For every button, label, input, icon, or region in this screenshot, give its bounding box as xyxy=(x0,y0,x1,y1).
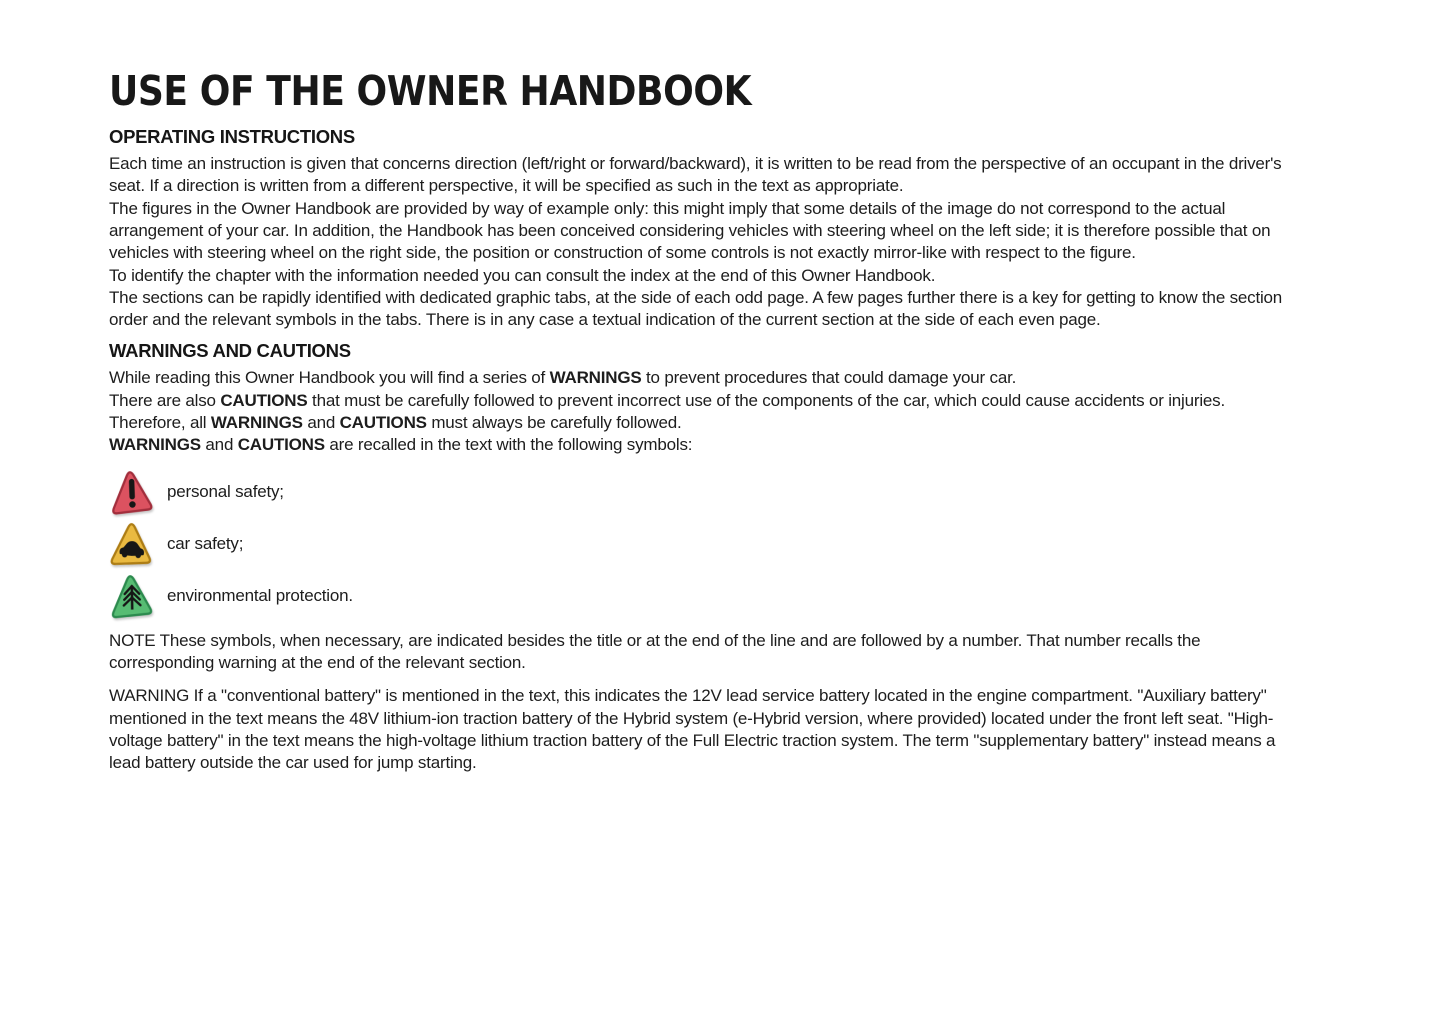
environmental-protection-icon xyxy=(109,571,156,620)
symbol-label: car safety; xyxy=(167,533,244,553)
warnings-paragraph-1: While reading this Owner Handbook you will find a series of WARNINGS to prevent procedures that could damage your car. xyxy=(109,368,1017,388)
warning-symbols-list xyxy=(109,466,1289,622)
operating-paragraph-1: Each time an instruction is given that concerns direction (left/right or forward/backward), it is written to be read from the perspective of an occupant in the driver's seat. If a direction is written from a different perspective, it will be specified as such in the text as appropriate. xyxy=(109,154,1282,196)
personal-safety-warning-icon xyxy=(108,467,156,517)
warnings-paragraph-2: There are also CAUTIONS that must be carefully followed to prevent incorrect use of the components of the car, which could cause accidents or injuries. xyxy=(109,390,1225,410)
symbol-row-environmental-protection xyxy=(109,570,1289,622)
symbol-row-personal-safety xyxy=(109,466,1289,518)
exclamation-bar xyxy=(132,481,133,496)
warning-paragraph: WARNING If a "conventional battery" is mentioned in the text, this indicates the 12V lead service battery located in the engine compartment. "Auxiliary battery" mentioned in the text means the 48V lithium-ion traction battery of the Hybrid system (e-Hybrid version, where provided) located under the front left seat. "High-voltage battery" in the text means the high-voltage lithium traction battery of the Full Electric traction system. The term "supplementary battery" instead means a lead battery outside the car used for jump starting. xyxy=(109,686,1276,773)
note-paragraph: NOTE These symbols, when necessary, are indicated besides the title or at the end of the line and are followed by a number. That number recalls the corresponding warning at the end of the relevant section. xyxy=(109,630,1201,672)
operating-paragraph-4: The sections can be rapidly identified with dedicated graphic tabs, at the side of each odd page. A few pages further there is a key for getting to know the section order and the relevant symbols in the tabs. There is in any case a textual indication of the current section at the side of each even page. xyxy=(109,287,1283,330)
operating-paragraph-2: The figures in the Owner Handbook are provided by way of example only: this might imply that some details of the image do not correspond to the actual arrangement of your car. In addition, the Handbook has been conceived considering vehicles with steering wheel on the left side; it is therefore possible that on vehicles with steering wheel on the right side, the position or construction of some controls is not exactly mirror-like with respect to the figure. xyxy=(109,198,1271,263)
warnings-cautions-heading: WARNINGS AND CAUTIONS xyxy=(109,340,351,362)
operating-instructions-heading: OPERATING INSTRUCTIONS xyxy=(109,126,355,148)
operating-paragraph-3: To identify the chapter with the information needed you can consult the index at the end of this Owner Handbook. xyxy=(109,265,936,285)
symbol-label: environmental protection. xyxy=(167,585,353,605)
car-safety-warning-icon xyxy=(108,518,156,568)
symbol-label: personal safety; xyxy=(167,481,284,501)
symbol-row-car-safety xyxy=(109,518,1289,570)
warnings-paragraph-3: Therefore, all WARNINGS and CAUTIONS must always be carefully followed. xyxy=(109,413,682,433)
page-title: USE OF THE OWNER HANDBOOK xyxy=(109,67,752,115)
warnings-paragraph-4: WARNINGS and CAUTIONS are recalled in the text with the following symbols: xyxy=(109,435,693,455)
